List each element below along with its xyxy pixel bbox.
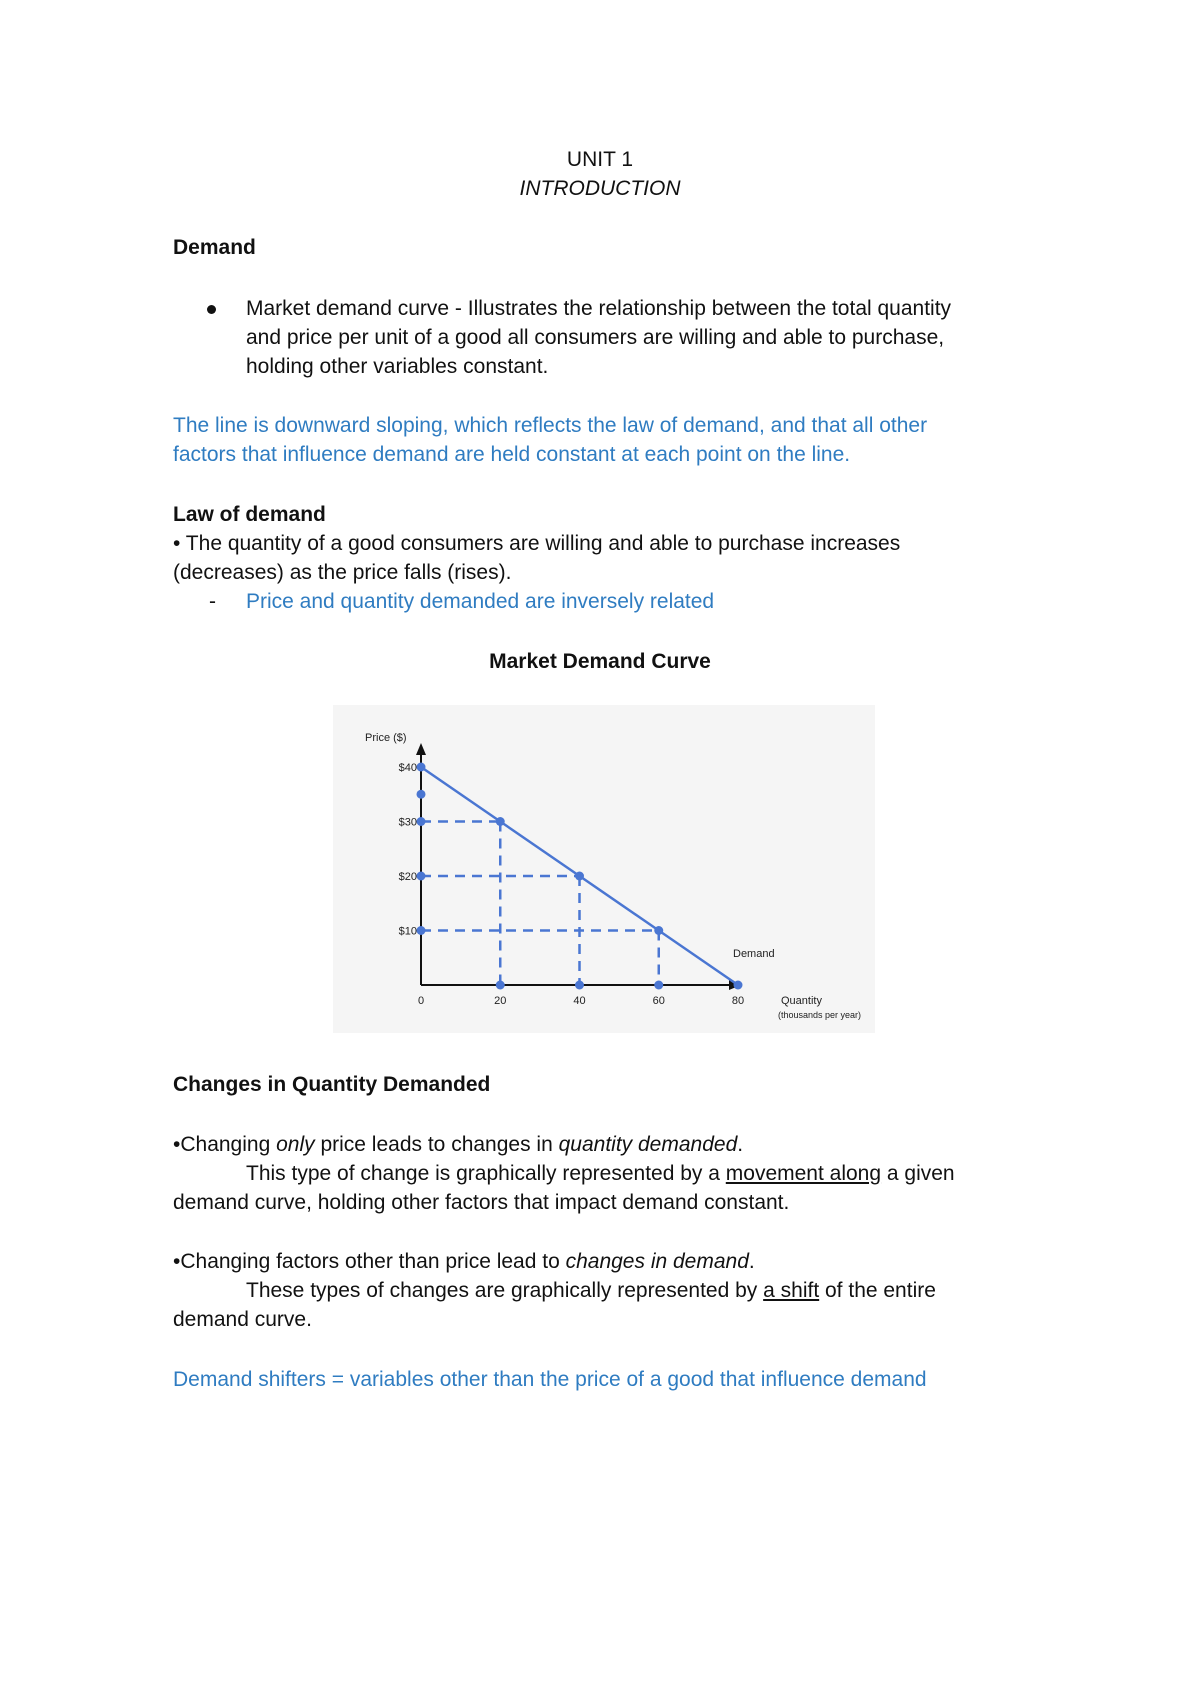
p1-prefix: •Changing xyxy=(173,1133,277,1156)
note-line-1: The line is downward sloping, which reflects the law of demand, and that all other xyxy=(173,414,928,437)
x-axis-point xyxy=(654,981,663,990)
demand-point xyxy=(496,817,505,826)
demand-point xyxy=(734,981,743,990)
dash-marker: - xyxy=(209,590,216,613)
p2-movement-along: movement along xyxy=(725,1162,882,1185)
y-tick-label: $20 xyxy=(398,871,417,883)
series-label-demand: Demand xyxy=(733,948,775,960)
y-axis-point xyxy=(417,926,426,935)
y-tick-label: $40 xyxy=(398,762,417,774)
changes-para-6: demand curve. xyxy=(173,1308,312,1331)
demand-point xyxy=(654,926,663,935)
x-tick-label: 60 xyxy=(652,995,665,1007)
y-axis-point xyxy=(417,817,426,826)
guides-layer xyxy=(421,822,659,986)
y-tick-label: $30 xyxy=(398,816,417,829)
y-axis-arrow-icon xyxy=(416,743,426,755)
changes-para-4 xyxy=(173,1248,755,1276)
bullet-icon xyxy=(207,305,216,314)
x-tick-label: 20 xyxy=(494,995,507,1007)
note-line-2: factors that influence demand are held constant at each point on the line. xyxy=(173,443,851,466)
demand-shifters-note: Demand shifters = variables other than the price of a good that influence demand xyxy=(173,1368,927,1391)
p2-prefix: This type of change is graphically represented by a xyxy=(246,1162,726,1185)
p2-end: a given xyxy=(881,1162,955,1185)
p1-quantity-demanded: quantity demanded xyxy=(558,1133,738,1156)
y-axis-point xyxy=(417,872,426,881)
p4-changes-in-demand: changes in demand xyxy=(565,1250,749,1273)
p5-end: of the entire xyxy=(819,1279,936,1302)
ticks-layer xyxy=(399,762,744,1007)
law-heading: Law of demand xyxy=(173,503,326,526)
demand-chart-svg xyxy=(333,705,875,1033)
changes-para-3: demand curve, holding other factors that impact demand constant. xyxy=(173,1191,790,1214)
p1-only: only xyxy=(276,1133,315,1156)
bullet-line-2: and price per unit of a good all consumers are willing and able to purchase, xyxy=(246,326,945,349)
law-line-2: (decreases) as the price falls (rises). xyxy=(173,561,512,584)
p4-prefix: •Changing factors other than price lead to xyxy=(173,1250,566,1273)
p5-a-shift: a shift xyxy=(763,1279,820,1302)
changes-para-2 xyxy=(246,1160,955,1188)
p5-prefix: These types of changes are graphically represented by xyxy=(246,1279,764,1302)
demand-chart xyxy=(333,705,875,1033)
demand-heading: Demand xyxy=(173,236,256,259)
law-line-1: • The quantity of a good consumers are willing and able to purchase increases xyxy=(173,532,901,555)
changes-para-1 xyxy=(173,1131,743,1159)
changes-para-5 xyxy=(246,1277,936,1305)
x-tick-label: 80 xyxy=(731,995,745,1007)
bullet-line-3: holding other variables constant. xyxy=(246,355,549,378)
x-axis-sublabel: (thousands per year) xyxy=(778,1010,862,1020)
changes-heading: Changes in Quantity Demanded xyxy=(173,1073,491,1096)
unit-subtitle: INTRODUCTION xyxy=(519,177,681,200)
x-tick-label: 0 xyxy=(417,995,425,1007)
p1-end: . xyxy=(737,1133,744,1156)
unit-title: UNIT 1 xyxy=(566,148,634,171)
y-axis-label: Price ($) xyxy=(365,732,407,744)
law-dash-note: Price and quantity demanded are inversely related xyxy=(246,590,715,613)
x-axis-point xyxy=(575,981,584,990)
y-tick-label: $10 xyxy=(398,925,417,938)
bullet-line-1: Market demand curve - Illustrates the relationship between the total quantity xyxy=(246,297,952,320)
demand-point xyxy=(417,763,426,772)
x-axis-point xyxy=(496,981,505,990)
x-tick-label: 40 xyxy=(573,995,586,1007)
chart-title: Market Demand Curve xyxy=(489,650,711,673)
x-axis-label: Quantity xyxy=(781,995,822,1007)
extra-point xyxy=(417,790,426,799)
demand-point xyxy=(575,872,584,881)
p1-mid: price leads to changes in xyxy=(314,1133,559,1156)
p4-end: . xyxy=(748,1250,755,1273)
